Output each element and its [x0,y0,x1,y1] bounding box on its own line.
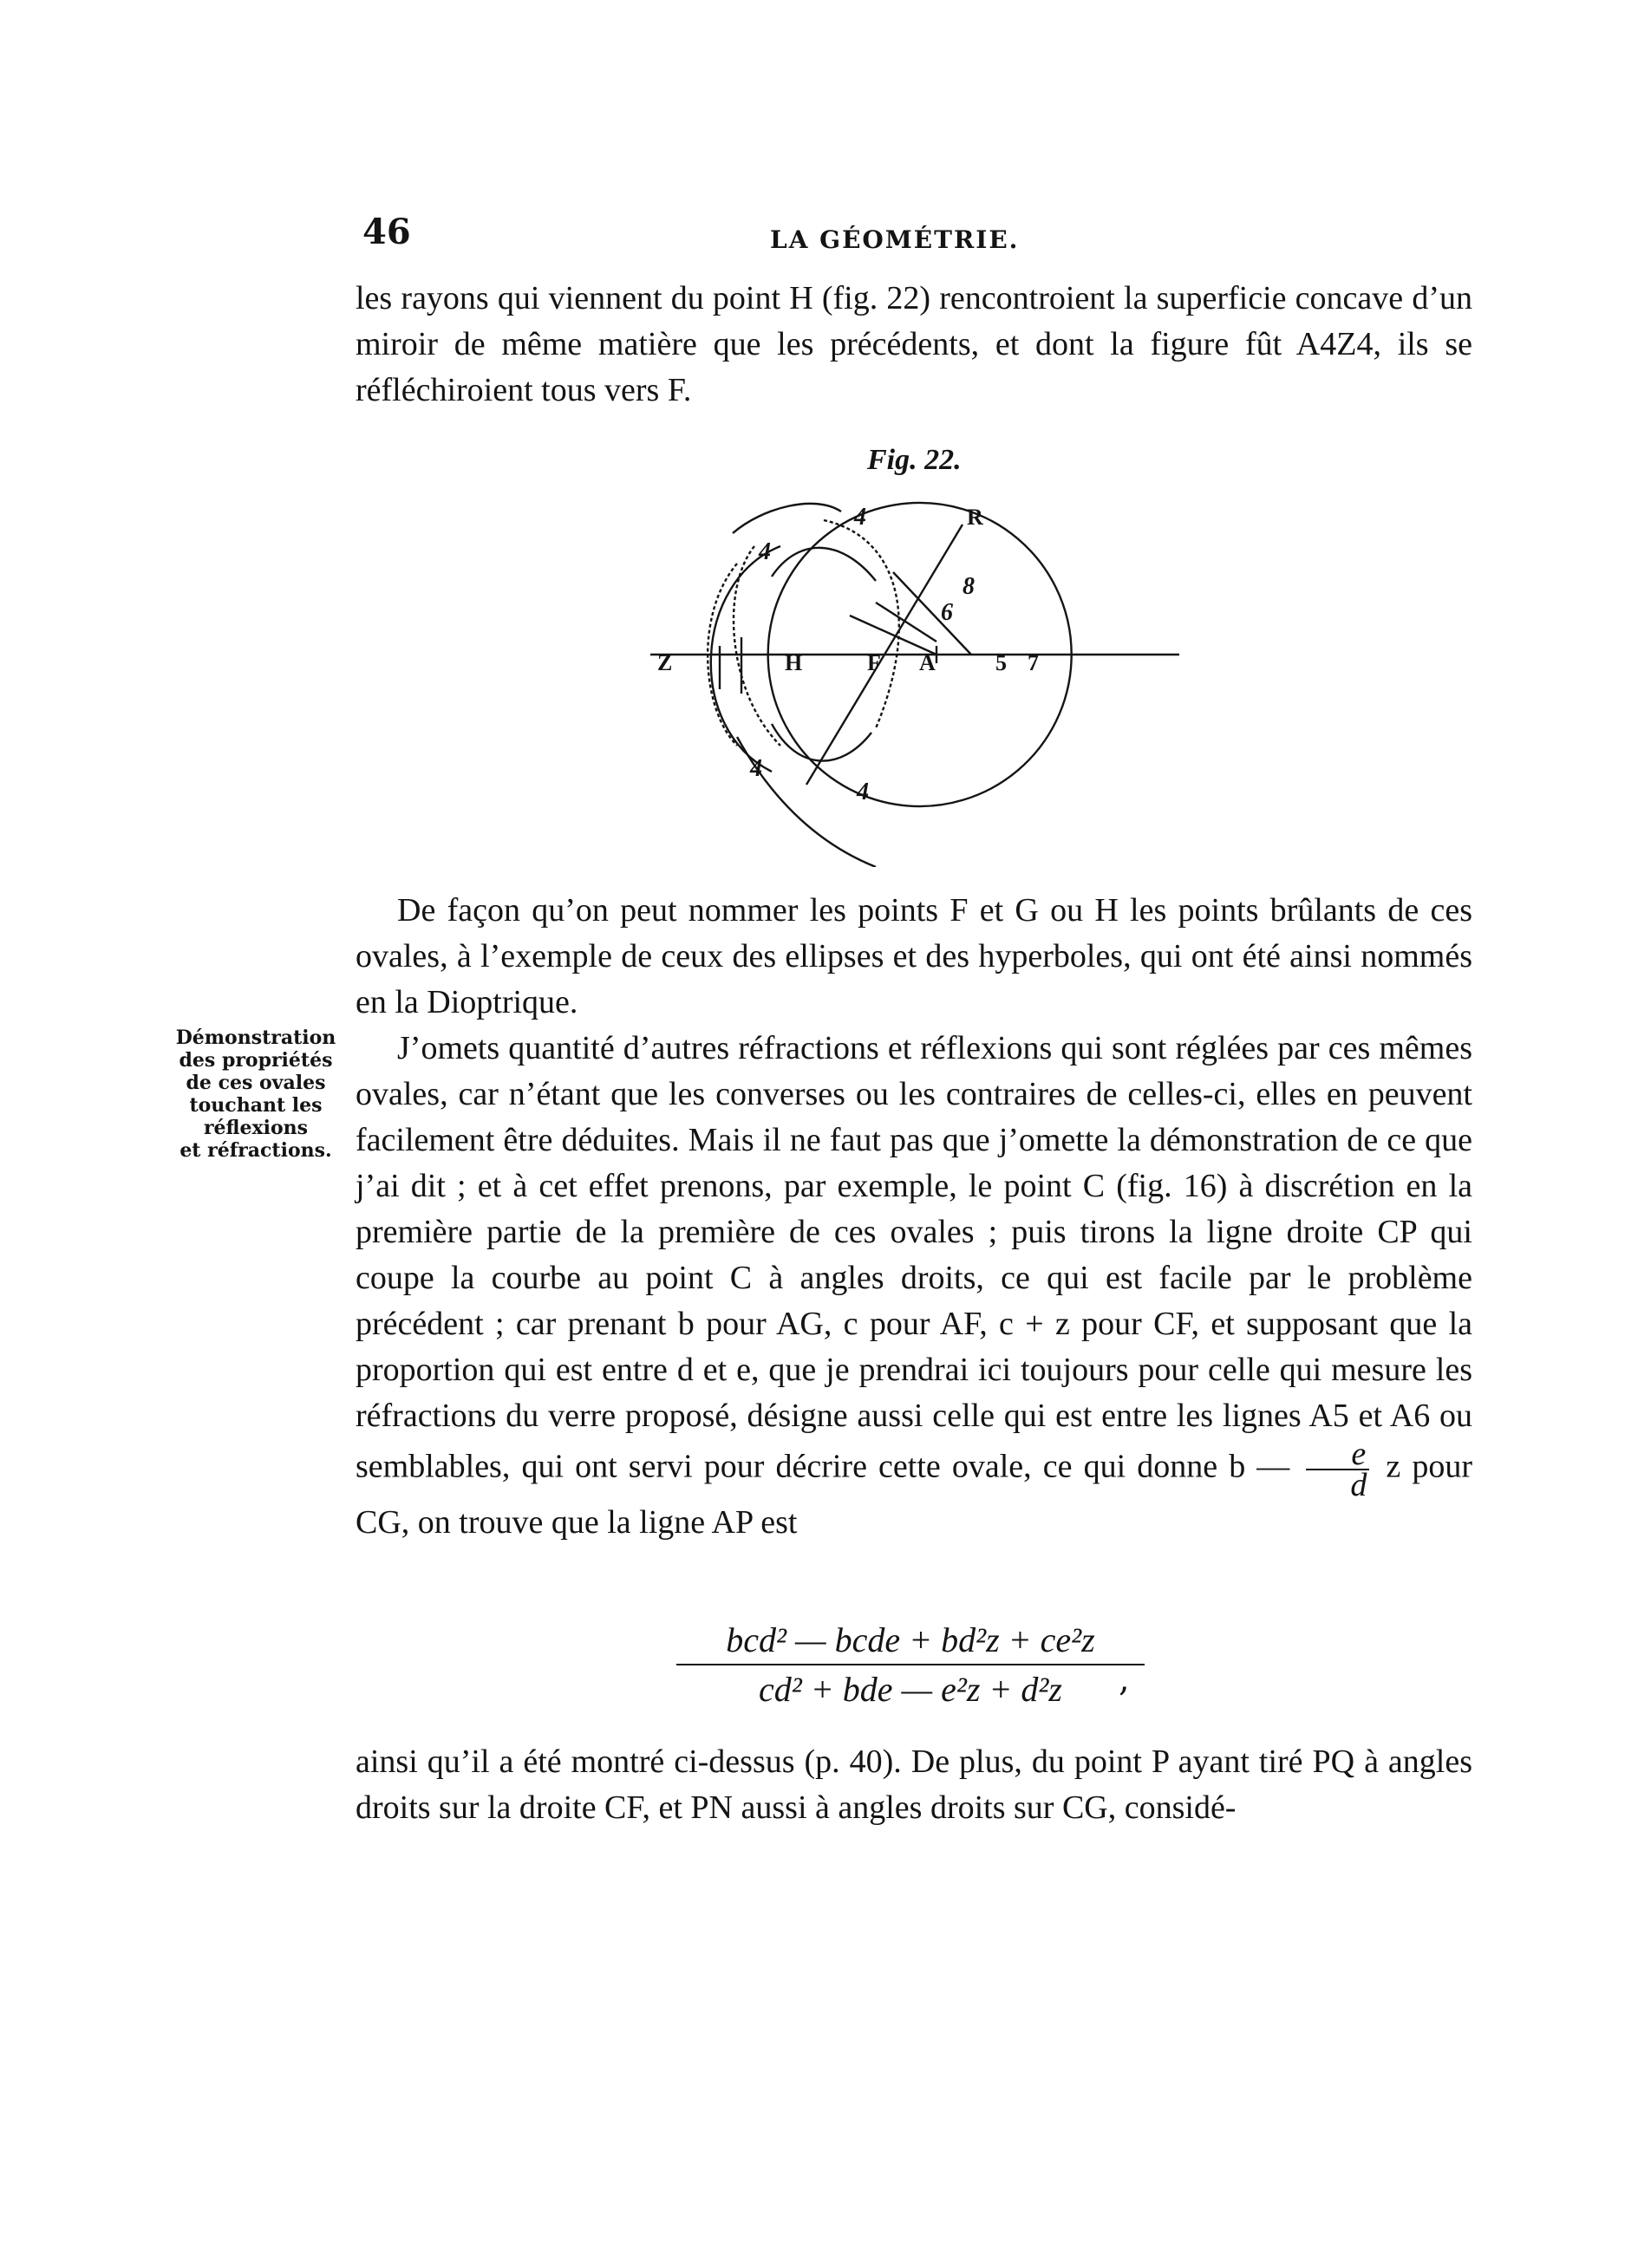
arc-top [733,504,841,533]
paragraph-3-text: J’omets quantité d’autres réfractions et réflexions qui sont réglées par ces mêmes ovales, car n’étant que les converses ou les contraires de celles-ci, elles en peuvent facilement être déduites. Mais il ne faut pas que j’omette la démonstration de ce que j’ai dit ; et à cet effet prenons, par exemple, le point C (fig. 16) à discrétion en la première partie de la première de ces ovales ; puis tirons la ligne droite CP qui coupe la courbe au point C à angles droits, ce qui est facile par le problème précédent ; car prenant b pour AG, c pour AF, c + z pour CF, et supposant que la proportion qui est entre d et e, que je prendrai ici toujours pour celle qui mesure les réfractions du verre proposé, désigne aussi celle qui est entre les lignes A5 et A6 ou semblables, qui ont servi pour décrire cette ovale, ce qui donne b — [356,1030,1472,1485]
label-4-bottom-left: 4 [750,755,762,782]
label-4-bottom-right: 4 [857,779,869,805]
inline-fraction-numerator: e [1306,1439,1369,1470]
inline-fraction-denominator: d [1350,1467,1367,1503]
label-R: R [967,505,983,530]
text-block-bottom [356,1739,1472,1831]
label-A: A [919,650,936,675]
formula-denominator: cd² + bde — e²z + d²z [759,1670,1062,1709]
inline-fraction [1306,1436,1369,1503]
margin-note [165,1026,347,1162]
line-8-to-7 [893,572,971,655]
paragraph-4: ainsi qu’il a été montré ci-dessus (p. 40). De plus, du point P ayant tiré PQ à angles droits sur la droite CF, et PN aussi à angles droits sur CG, considé- [356,1743,1472,1826]
margin-note-line: Démonstration [175,1026,336,1049]
label-8: 8 [963,573,975,600]
paragraph-3-text-end: z pour CG, on trouve que la ligne AP est [356,1448,1473,1541]
margin-note-line: des propriétés [179,1049,333,1072]
margin-note-line: touchant les [189,1094,323,1117]
label-H: H [785,650,803,675]
label-4-top-left: 4 [759,538,771,565]
text-block-middle [356,888,1472,1546]
oval-dashed-right [824,520,899,728]
paragraph-3 [356,1026,1472,1546]
paragraph-1: les rayons qui viennent du point H (fig. 22) rencontroient la superficie concave d’un miroir de même matière que les précédents, et dont la figure fût A4Z4, ils se réfléchiroient tous vers F. [356,280,1472,408]
display-formula [676,1620,1145,1710]
arc-upper-inner [772,548,876,581]
page-number: 46 [362,212,411,252]
label-6: 6 [941,599,953,626]
formula-numerator: bcd² — bcde + bd²z + ce²z [676,1620,1145,1665]
figure-caption: Fig. 22. [867,444,962,476]
figure-22-diagram [642,486,1197,867]
label-F: F [867,650,881,675]
margin-note-line: réflexions [203,1117,309,1139]
label-7: 7 [1028,650,1039,675]
paragraph-2: De façon qu’on peut nommer les points F et G ou H les points brûlants de ces ovales, à l’exemple de ceux des ellipses et des hyperboles, qui ont été ainsi nommés en la Dioptrique. [356,892,1472,1020]
label-5: 5 [995,650,1007,675]
running-head: LA GÉOMÉTRIE. [770,225,1020,254]
line-from-A-to-5 [850,616,936,655]
label-Z: Z [657,650,673,675]
formula-comma: , [1119,1659,1130,1699]
text-block-top [356,276,1472,414]
oval-left-arc [711,546,780,772]
margin-note-line: et réfractions. [179,1139,332,1162]
margin-note-line: de ces ovales [186,1072,326,1094]
label-4-top-right: 4 [854,504,866,531]
